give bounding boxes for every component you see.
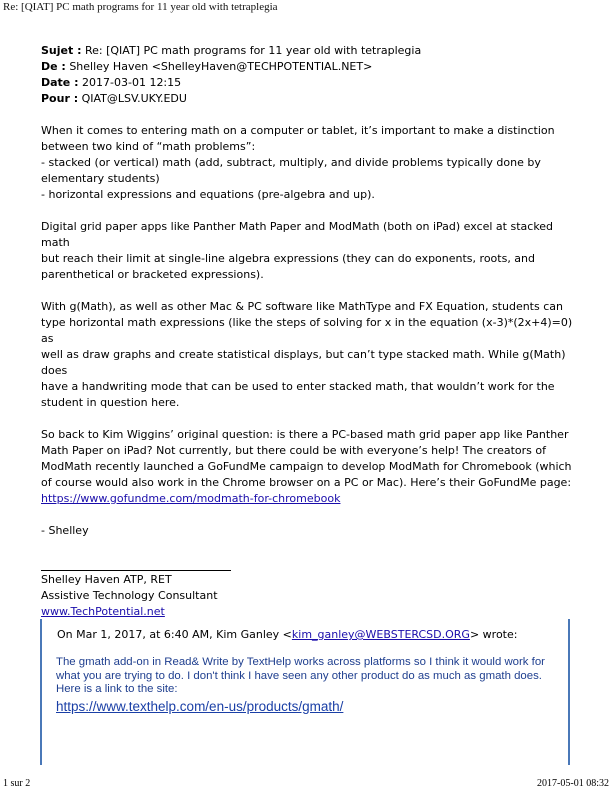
quote-body [56, 656, 566, 715]
quote-line: The gmath add-on in Read& Write by TextHelp works across platforms so I think it would work for [56, 656, 545, 668]
paragraph-line: So back to Kim Wiggins’ original question: is there a PC-based math grid paper app like Panther [41, 428, 569, 441]
date-value: 2017-03-01 12:15 [82, 76, 182, 89]
email-content [41, 43, 581, 620]
signature-title: Assistive Technology Consultant [41, 589, 218, 602]
to-value: QIAT@LSV.UKY.EDU [81, 92, 187, 105]
paragraph-line: With g(Math), as well as other Mac & PC software like MathType and FX Equation, students can [41, 300, 563, 313]
quote-line: Here is a link to the site: [56, 683, 178, 695]
texthelp-gmath-link[interactable]: https://www.texthelp.com/en-us/products/gmath/ [56, 698, 344, 714]
page-number: 1 sur 2 [3, 778, 31, 789]
subject-value: Re: [QIAT] PC math programs for 11 year old with tetraplegia [84, 44, 422, 57]
subject-label: Sujet : [41, 44, 82, 57]
paragraph-line: Digital grid paper apps like Panther Math Paper and ModMath (both on iPad) excel at stacked math [41, 220, 554, 249]
to-label: Pour : [41, 92, 79, 105]
paragraph-line: have a handwriting mode that can be used to enter stacked math, that wouldn’t work for the [41, 380, 555, 393]
quote-attribution [57, 628, 562, 641]
signature-divider [41, 555, 231, 571]
paragraph-line: well as draw graphs and create statistical displays, but can’t type stacked math. While g(Math) does [41, 348, 566, 377]
paragraph-line: but reach their limit at single-line algebra expressions (they can do exponents, roots, and [41, 252, 536, 265]
paragraph-line: When it comes to entering math on a computer or tablet, it’s important to make a distinction [41, 124, 555, 137]
signature-website-link[interactable]: www.TechPotential.net [41, 605, 165, 618]
quote-line: what you are trying to do. I don't think I have seen any other product do as much as gmath does. [56, 669, 542, 682]
paragraph-2 [41, 219, 581, 283]
quoted-message [40, 619, 570, 765]
print-timestamp: 2017-05-01 08:32 [537, 778, 609, 789]
paragraph-line: of course would also work in the Chrome browser on a PC or Mac). Here’s their GoFundMe page: [41, 476, 572, 489]
paragraph-line: type horizontal math expressions (like the steps of solving for x in the equation (x-3)*(2x+4)=0) as [41, 316, 573, 345]
paragraph-line: - stacked (or vertical) math (add, subtract, multiply, and divide problems typically done by [41, 156, 541, 169]
gofundme-link[interactable]: https://www.gofundme.com/modmath-for-chromebook [41, 492, 341, 505]
date-label: Date : [41, 76, 79, 89]
paragraph-line: student in question here. [41, 396, 180, 409]
subject-row [41, 43, 581, 59]
paragraph-line: elementary students) [41, 172, 160, 185]
paragraph-line: Math Paper on iPad? Not currently, but there could be with everyone’s help! The creators of [41, 444, 546, 457]
paragraph-3 [41, 299, 581, 411]
paragraph-line: ModMath recently launched a GoFundMe campaign to develop ModMath for Chromebook (which [41, 460, 572, 473]
quote-attribution-suffix: > wrote: [469, 628, 518, 641]
paragraph-line: between two kind of “math problems”: [41, 140, 256, 153]
paragraph-1 [41, 123, 581, 203]
from-label: De : [41, 60, 66, 73]
paragraph-line: - horizontal expressions and equations (pre-algebra and up). [41, 188, 375, 201]
from-row [41, 59, 581, 75]
quote-email-link[interactable]: kim_ganley@WEBSTERCSD.ORG [291, 628, 470, 641]
page-header-title: Re: [QIAT] PC math programs for 11 year old with tetraplegia [3, 1, 278, 13]
closing: - Shelley [41, 524, 89, 537]
date-row [41, 75, 581, 91]
paragraph-4 [41, 427, 581, 507]
signature-name: Shelley Haven ATP, RET [41, 573, 172, 586]
from-value: Shelley Haven <ShelleyHaven@TECHPOTENTIAL.NET> [69, 60, 373, 73]
quote-attribution-prefix: On Mar 1, 2017, at 6:40 AM, Kim Ganley < [57, 628, 292, 641]
to-row [41, 91, 581, 107]
paragraph-line: parenthetical or bracketed expressions). [41, 268, 264, 281]
